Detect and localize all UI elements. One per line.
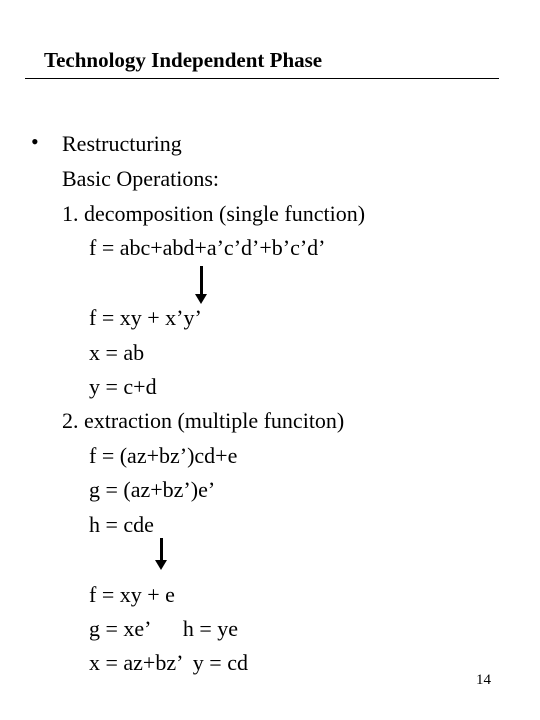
bullet-icon: • [31, 129, 39, 154]
arrow-down-icon [156, 538, 168, 570]
extraction-after-line: x = az+bz’ y = cd [89, 650, 248, 675]
extraction-before-line: h = cde [89, 512, 154, 537]
bullet-text: Restructuring [62, 131, 182, 156]
arrow-down-icon [196, 266, 208, 304]
decomposition-after-line: y = c+d [89, 374, 157, 399]
extraction-before-line: g = (az+bz’)e’ [89, 477, 216, 502]
page-number: 14 [476, 672, 491, 688]
slide-title: Technology Independent Phase [44, 48, 323, 72]
subheading: Basic Operations: [62, 166, 220, 191]
extraction-after-line: g = xe’ h = ye [89, 616, 239, 641]
extraction-after-line: f = xy + e [89, 582, 175, 607]
extraction-heading: 2. extraction (multiple funciton) [62, 408, 345, 433]
decomposition-heading: 1. decomposition (single function) [62, 201, 366, 226]
title-underline [25, 78, 499, 79]
decomposition-before-line: f = abc+abd+a’c’d’+b’c’d’ [89, 235, 326, 260]
decomposition-after-line: f = xy + x’y’ [89, 305, 202, 330]
extraction-before-line: f = (az+bz’)cd+e [89, 443, 238, 468]
decomposition-after-line: x = ab [89, 340, 145, 365]
